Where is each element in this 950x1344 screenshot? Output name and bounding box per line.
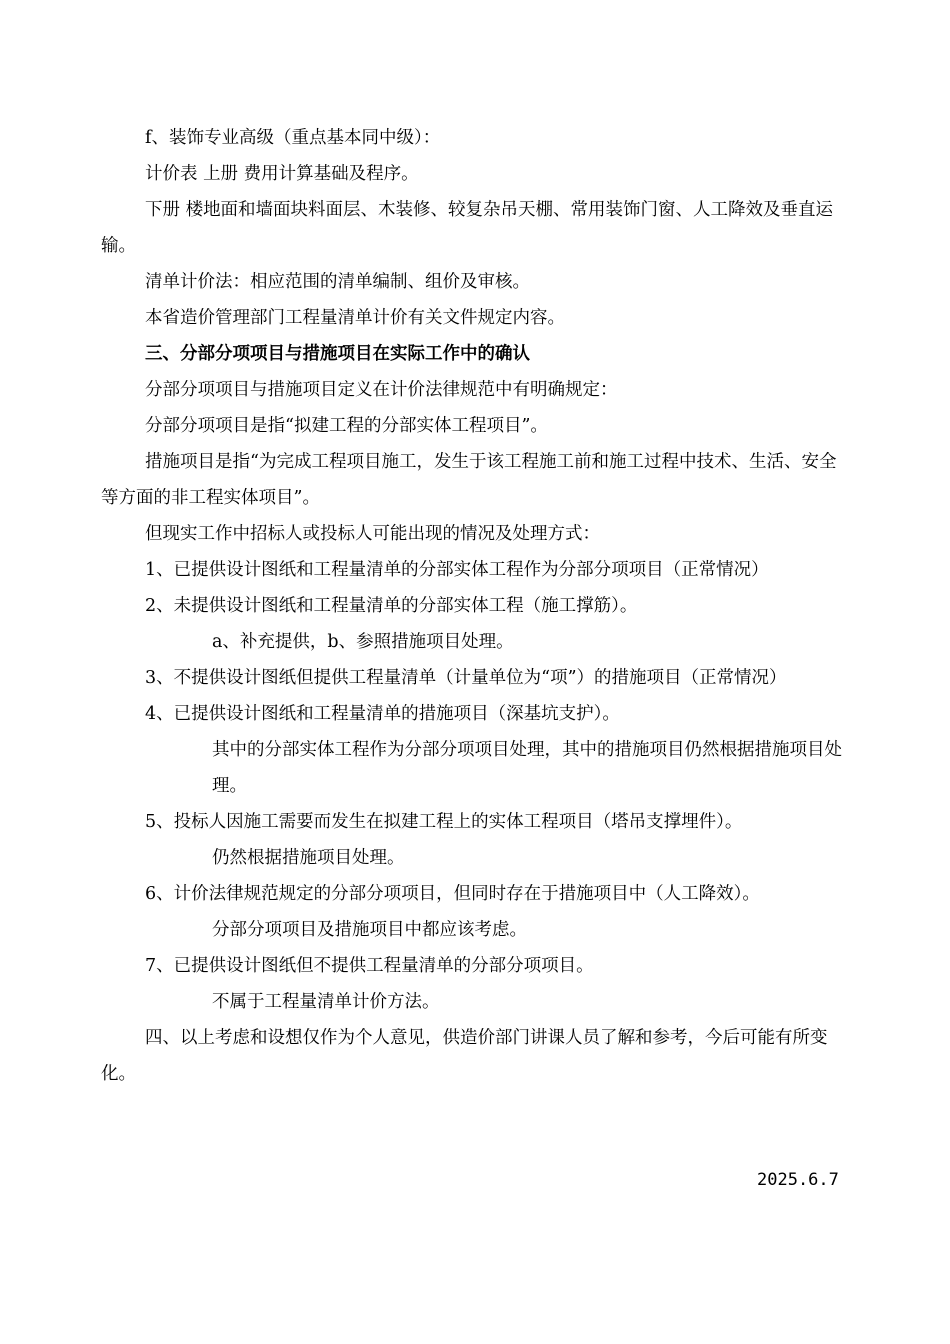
paragraph-pricing-table-vol1: 计价表 上册 费用计算基础及程序。 bbox=[145, 164, 419, 184]
document-date: 2025.6.7 bbox=[757, 1170, 839, 1190]
list-item-4-detail: 其中的分部实体工程作为分部分项项目处理，其中的措施项目仍然根据措施项目处理。 bbox=[212, 740, 842, 796]
paragraph-provincial-rules: 本省造价管理部门工程量清单计价有关文件规定内容。 bbox=[145, 308, 565, 328]
document-body bbox=[101, 120, 849, 1092]
paragraph-bill-pricing: 清单计价法：相应范围的清单编制、组价及审核。 bbox=[145, 272, 530, 292]
list-item-3: 3、不提供设计图纸但提供工程量清单（计量单位为“项”）的措施项目（正常情况） bbox=[145, 668, 787, 688]
section-heading-3: 三、分部分项项目与措施项目在实际工作中的确认 bbox=[145, 344, 530, 364]
list-item-2: 2、未提供设计图纸和工程量清单的分部实体工程（施工撑筋）。 bbox=[145, 596, 638, 616]
list-item-6: 6、计价法律规范规定的分部分项项目，但同时存在于措施项目中（人工降效）。 bbox=[145, 884, 760, 904]
paragraph-pricing-table-vol2: 下册 楼地面和墙面块料面层、木装修、较复杂吊天棚、常用装饰门窗、人工降效及垂直运输。 bbox=[101, 200, 834, 256]
list-item-1: 1、已提供设计图纸和工程量清单的分部实体工程作为分部分项项目（正常情况） bbox=[145, 560, 769, 580]
list-item-2-detail: a、补充提供，b、参照措施项目处理。 bbox=[212, 632, 514, 652]
list-item-7-detail: 不属于工程量清单计价方法。 bbox=[212, 992, 440, 1012]
list-item-4: 4、已提供设计图纸和工程量清单的措施项目（深基坑支护）。 bbox=[145, 704, 620, 724]
paragraph-situations-intro: 但现实工作中招标人或投标人可能出现的情况及处理方式： bbox=[145, 524, 600, 544]
paragraph-decoration-senior: f、装饰专业高级（重点基本同中级）： bbox=[145, 128, 441, 148]
section-4-conclusion: 四、以上考虑和设想仅作为个人意见，供造价部门讲课人员了解和参考，今后可能有所变化。 bbox=[101, 1028, 828, 1084]
list-item-5: 5、投标人因施工需要而发生在拟建工程上的实体工程项目（塔吊支撑埋件）。 bbox=[145, 812, 743, 832]
paragraph-definitions-intro: 分部分项项目与措施项目定义在计价法律规范中有明确规定： bbox=[145, 380, 618, 400]
list-item-6-detail: 分部分项项目及措施项目中都应该考虑。 bbox=[212, 920, 527, 940]
list-item-7: 7、已提供设计图纸但不提供工程量清单的分部分项项目。 bbox=[145, 956, 594, 976]
list-item-5-detail: 仍然根据措施项目处理。 bbox=[212, 848, 405, 868]
paragraph-measure-definition: 措施项目是指“为完成工程项目施工，发生于该工程施工前和施工过程中技术、生活、安全等方面的非工程实体项目”。 bbox=[101, 452, 837, 508]
paragraph-subitem-definition: 分部分项项目是指“拟建工程的分部实体工程项目”。 bbox=[145, 416, 548, 436]
